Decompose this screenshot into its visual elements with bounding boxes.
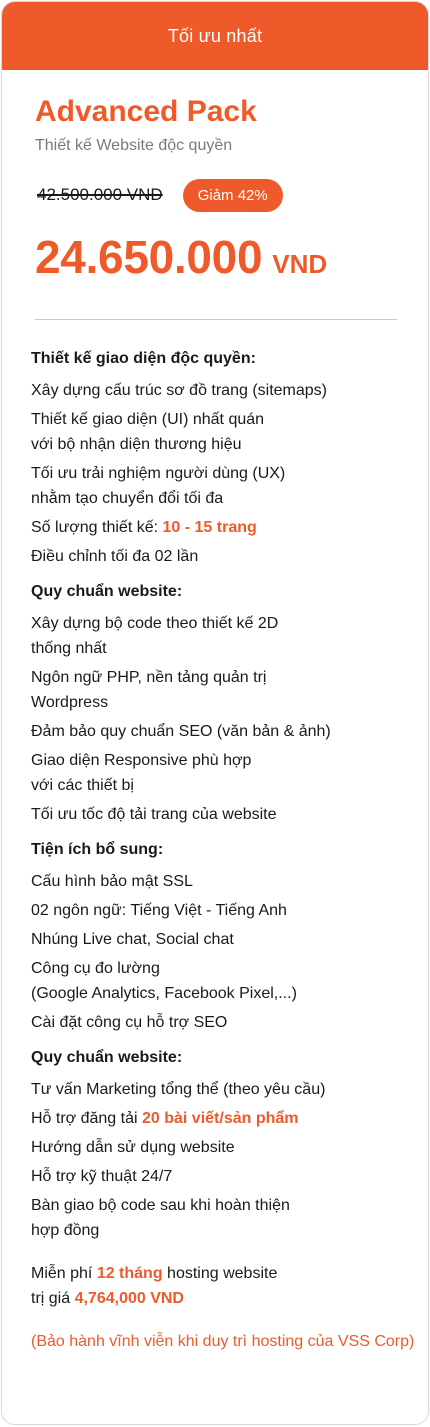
section-title: Quy chuẩn website: — [31, 1049, 183, 1066]
warranty-note: (Bảo hành vĩnh viễn khi duy trì hosting của VSS Corp) — [31, 1333, 415, 1350]
discount-badge: Giảm 42% — [183, 179, 283, 212]
feature-line: Xây dựng bộ code theo thiết kế 2D — [31, 615, 279, 632]
feature-line: Giao diện Responsive phù hợp — [31, 752, 252, 769]
feature-line: Ngôn ngữ PHP, nền tảng quản trị — [31, 669, 267, 686]
feature-line: Cấu hình bảo mật SSL — [31, 873, 193, 890]
feature-item — [31, 869, 422, 894]
hosting-value: 4,764,000 VND — [74, 1290, 184, 1307]
feature-item — [31, 748, 422, 798]
feature-line: Đảm bảo quy chuẩn SEO (văn bản & ảnh) — [31, 723, 331, 740]
feature-list — [2, 320, 428, 1354]
banner-label: Tối ưu nhất — [167, 25, 263, 46]
feature-line: Thiết kế giao diện (UI) nhất quán — [31, 411, 265, 428]
feature-line: nhằm tạo chuyển đổi tối đa — [31, 490, 224, 507]
free-hosting-middle: hosting website — [162, 1265, 278, 1282]
pricing-card — [1, 1, 429, 1425]
free-hosting-line-1 — [31, 1261, 422, 1286]
feature-line: Xây dựng cấu trúc sơ đồ trang (sitemaps) — [31, 382, 327, 399]
feature-item — [31, 1010, 422, 1035]
feature-text: Số lượng thiết kế: — [31, 519, 163, 536]
feature-line: hợp đồng — [31, 1222, 100, 1239]
feature-line: Hướng dẫn sử dụng website — [31, 1139, 235, 1156]
feature-item — [31, 461, 422, 511]
feature-item — [31, 378, 422, 403]
feature-highlight: 20 bài viết/sản phẩm — [142, 1110, 299, 1127]
feature-item — [31, 1135, 422, 1160]
feature-line: Wordpress — [31, 694, 109, 711]
plan-subtitle: Thiết kế Website độc quyền — [35, 137, 233, 154]
feature-item — [31, 544, 422, 569]
free-hosting-prefix: Miễn phí — [31, 1265, 97, 1282]
card-content — [2, 94, 428, 320]
plan-name: Advanced Pack — [35, 95, 257, 128]
free-hosting-text — [31, 1261, 422, 1311]
hosting-value-prefix: trị giá — [31, 1290, 75, 1307]
feature-section — [31, 581, 422, 827]
price-currency: VND — [272, 249, 328, 279]
best-value-banner — [2, 2, 428, 70]
feature-item — [31, 956, 422, 1006]
section-title: Quy chuẩn website: — [31, 583, 183, 600]
feature-item — [31, 898, 422, 923]
old-price: 42.500.000 VND — [37, 185, 163, 204]
feature-line: Điều chỉnh tối đa 02 lần — [31, 548, 199, 565]
current-price — [35, 230, 397, 284]
feature-item — [31, 1106, 422, 1131]
feature-item — [31, 611, 422, 661]
feature-item — [31, 407, 422, 457]
feature-line: Cài đặt công cụ hỗ trợ SEO — [31, 1014, 228, 1031]
feature-line: thống nhất — [31, 640, 107, 657]
feature-item — [31, 802, 422, 827]
feature-section — [31, 839, 422, 1035]
feature-line: với các thiết bị — [31, 777, 134, 794]
feature-line: (Google Analytics, Facebook Pixel,...) — [31, 985, 297, 1002]
feature-item — [31, 1077, 422, 1102]
section-title: Tiện ích bổ sung: — [31, 841, 164, 858]
feature-line: Tư vấn Marketing tổng thể (theo yêu cầu) — [31, 1081, 326, 1098]
free-hosting-line-2 — [31, 1286, 422, 1311]
section-title: Thiết kế giao diện độc quyền: — [31, 350, 256, 367]
price-amount: 24.650.000 — [35, 231, 263, 283]
feature-line: 02 ngôn ngữ: Tiếng Việt - Tiếng Anh — [31, 902, 287, 919]
feature-line: Hỗ trợ kỹ thuật 24/7 — [31, 1168, 173, 1185]
feature-section — [31, 348, 422, 569]
feature-section — [31, 1047, 422, 1243]
feature-highlight: 10 - 15 trang — [162, 519, 257, 536]
feature-line: Bàn giao bộ code sau khi hoàn thiện — [31, 1197, 290, 1214]
free-hosting-months: 12 tháng — [96, 1265, 163, 1282]
feature-line: với bộ nhận diện thương hiệu — [31, 436, 242, 453]
feature-text: Hỗ trợ đăng tải — [31, 1110, 142, 1127]
feature-item — [31, 1193, 422, 1243]
feature-item — [31, 515, 422, 540]
feature-item — [31, 665, 422, 715]
feature-line: Tối ưu trải nghiệm người dùng (UX) — [31, 465, 286, 482]
feature-item — [31, 927, 422, 952]
feature-line: Nhúng Live chat, Social chat — [31, 931, 234, 948]
feature-line: Tối ưu tốc độ tải trang của website — [31, 806, 277, 823]
feature-line: Công cụ đo lường — [31, 960, 160, 977]
feature-item — [31, 719, 422, 744]
price-row — [35, 178, 397, 212]
feature-item — [31, 1164, 422, 1189]
